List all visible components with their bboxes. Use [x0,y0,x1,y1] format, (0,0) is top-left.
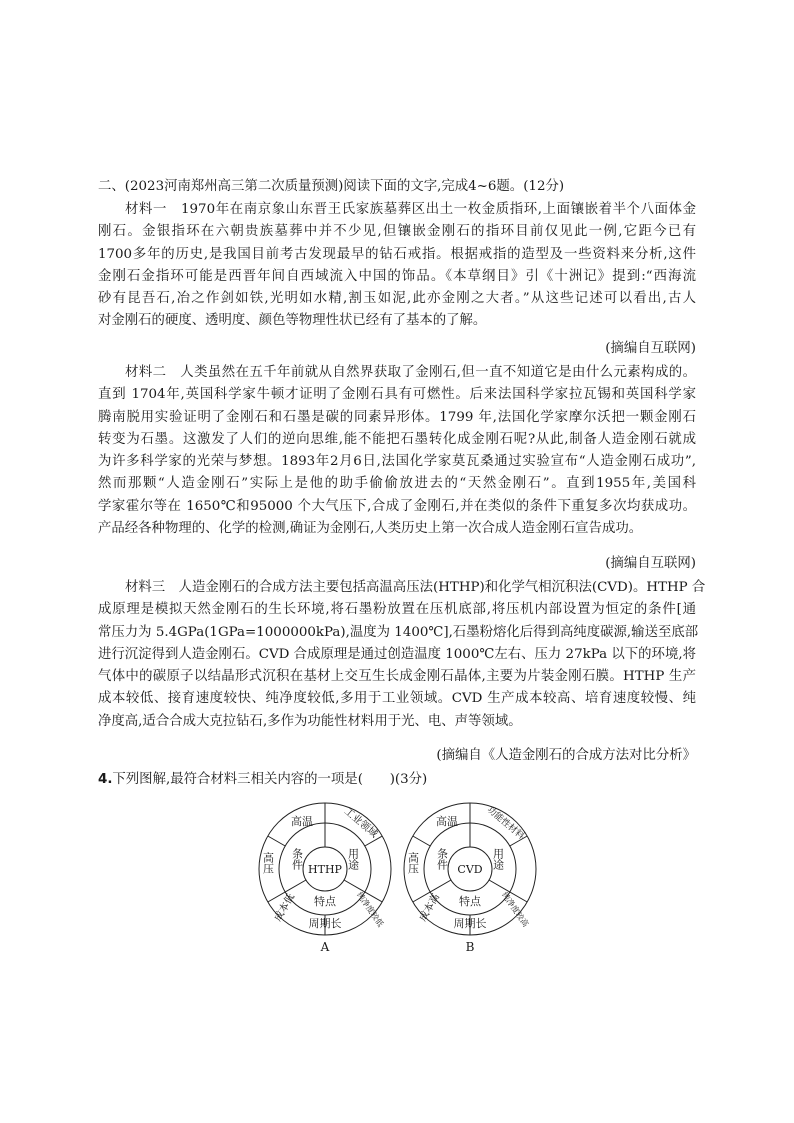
material-2-line: 腾南脱用实验证明了金刚石和石墨是碳的同素异形体。1799 年,法国化学家摩尔沃把一颗金刚石 [98,409,696,425]
outer-temp: 高温 [436,815,458,828]
material-2 [98,362,696,540]
material-2-line: 直到 1704年,英国科学家牛顿才证明了金刚石具有可燃性。后来法国科学家拉瓦锡和英国科学家 [98,387,696,403]
material-2-line: 转变为石墨。这激发了人们的逆向思维,能不能把石墨转化成金刚石呢?从此,制备人造金刚石就成 [98,431,696,447]
inner-feature: 特点 [314,895,336,908]
material-3-line: 成本较低、接育速度较快、纯净度较低,多用于工业领域。CVD 生产成本较高、培育速度较慢、纯 [98,691,696,707]
question-text: 下列图解,最符合材料三相关内容的一项是( )(3分) [112,772,428,787]
material-3-line: 净度高,适合合成大克拉钻石,多作为功能性材料用于光、电、声等领域。 [98,713,522,729]
material-2-line: 学家霍尔等在 1650℃和95000 个大气压下,合成了金刚石,并在类似的条件下重复多次均获成功。 [98,498,696,514]
section-header: 二、(2023河南郑州高三第二次质量预测)阅读下面的文字,完成4~6题。(12分) [98,179,565,194]
divider [413,836,430,846]
inner-use: 用途 [491,848,505,870]
outer-pressure: 高压 [406,852,420,874]
inner-condition: 条件 [435,848,449,870]
material-2-line: 材料二 人类虽然在五千年前就从自然界获取了金刚石,但一直不知道它是由什么元素构成的。 [125,365,696,380]
diagram-a [259,803,391,954]
material-3-line: 气体中的碳原子以结晶形式沉积在基材上交互生长成金刚石晶体,主要为片装金刚石膜。HTHP 生产 [98,669,696,685]
outer-purity: 纯净度较低 [354,890,386,929]
material-1-line: 刚石。金银指环在六朝贵族墓葬中并不少见,但镶嵌金刚石的指环目前仅见此一例,它距今已有 [98,224,696,240]
material-2-line: 为许多科学家的光荣与梦想。1893年2月6日,法国化学家莫瓦桑通过实验宣布“人造金刚石成功”, [98,454,696,470]
outer-purity: 纯净度较高 [499,890,531,929]
inner-use: 用途 [346,848,360,870]
material-1-source: (摘编自互联网) [605,341,696,356]
material-3-line: 常压力为 5.4GPa(1GPa=1000000kPa),温度为 1400℃],石墨粉熔化后得到高纯度碳源,输送至底部 [98,624,699,640]
material-3-line: 材料三 人造金刚石的合成方法主要包括高温高压法(HTHP)和化学气相沉积法(CVD)。HTHP 合 [125,580,706,595]
outer-period: 周期长 [453,917,487,930]
inner-feature: 特点 [459,895,481,908]
material-3-line: 成原理是模拟天然金刚石的生长环境,将石墨粉放置在压机底部,将压机内部设置为恒定的条件[通 [98,602,696,618]
option-label: B [465,940,475,954]
material-2-source: (摘编自互联网) [605,556,696,571]
material-2-line: 产品经各种物理的、化学的检测,确证为金刚石,人类历史上第一次合成人造金刚石宣告成功。 [98,521,643,537]
outer-pressure: 高压 [261,852,275,874]
material-3 [98,577,706,733]
material-1-line: 对金刚石的硬度、透明度、颜色等物理性状已经有了基本的了解。 [98,313,487,329]
material-1-line: 1700多年的历史,是我国目前考古发现最早的钻石戒指。根据戒指的造型及一些资料来分析,这件 [98,246,696,262]
material-3-source: (摘编自《人造金刚石的合成方法对比分析》 [436,748,696,763]
outer-cost: 成本低 [272,892,298,924]
outer-use: 功能性材料 [484,805,526,842]
diagrams [250,793,550,955]
outer-cost: 成本高 [417,892,443,924]
center-label: HTHP [308,863,342,876]
material-1 [98,199,696,333]
question-number: 4. [98,772,113,787]
material-1-line: 砂有昆吾石,冶之作剑如铁,光明如水精,割玉如泥,此亦金刚之大者。”从这些记述可以看出,古人 [98,291,696,307]
outer-use: 工业领域 [341,806,380,841]
material-1-line: 材料一 1970年在南京象山东晋王氏家族墓葬区出土一枚金质指环,上面镶嵌着半个八面体金 [125,202,696,217]
inner-condition: 条件 [290,848,304,870]
material-3-line: 进行沉淀得到人造金刚石。CVD 合成原理是通过创造温度 1000℃左右、压力 27kPa 以下的环境,将 [98,646,696,662]
material-2-line: 然而那颗“人造金刚石”实际上是他的助手偷偷放进去的“天然金刚石”。直到1955年,美国科 [98,476,696,492]
outer-period: 周期长 [308,917,342,930]
divider [268,836,285,846]
option-label: A [320,940,330,954]
diagram-b [404,803,536,954]
outer-temp: 高温 [291,815,313,828]
question-4 [98,769,427,791]
material-1-line: 金刚石金指环可能是西晋年间自西域流入中国的饰品。《本草纲目》引《十洲记》提到:“西海流 [98,268,696,284]
center-label: CVD [457,863,483,876]
